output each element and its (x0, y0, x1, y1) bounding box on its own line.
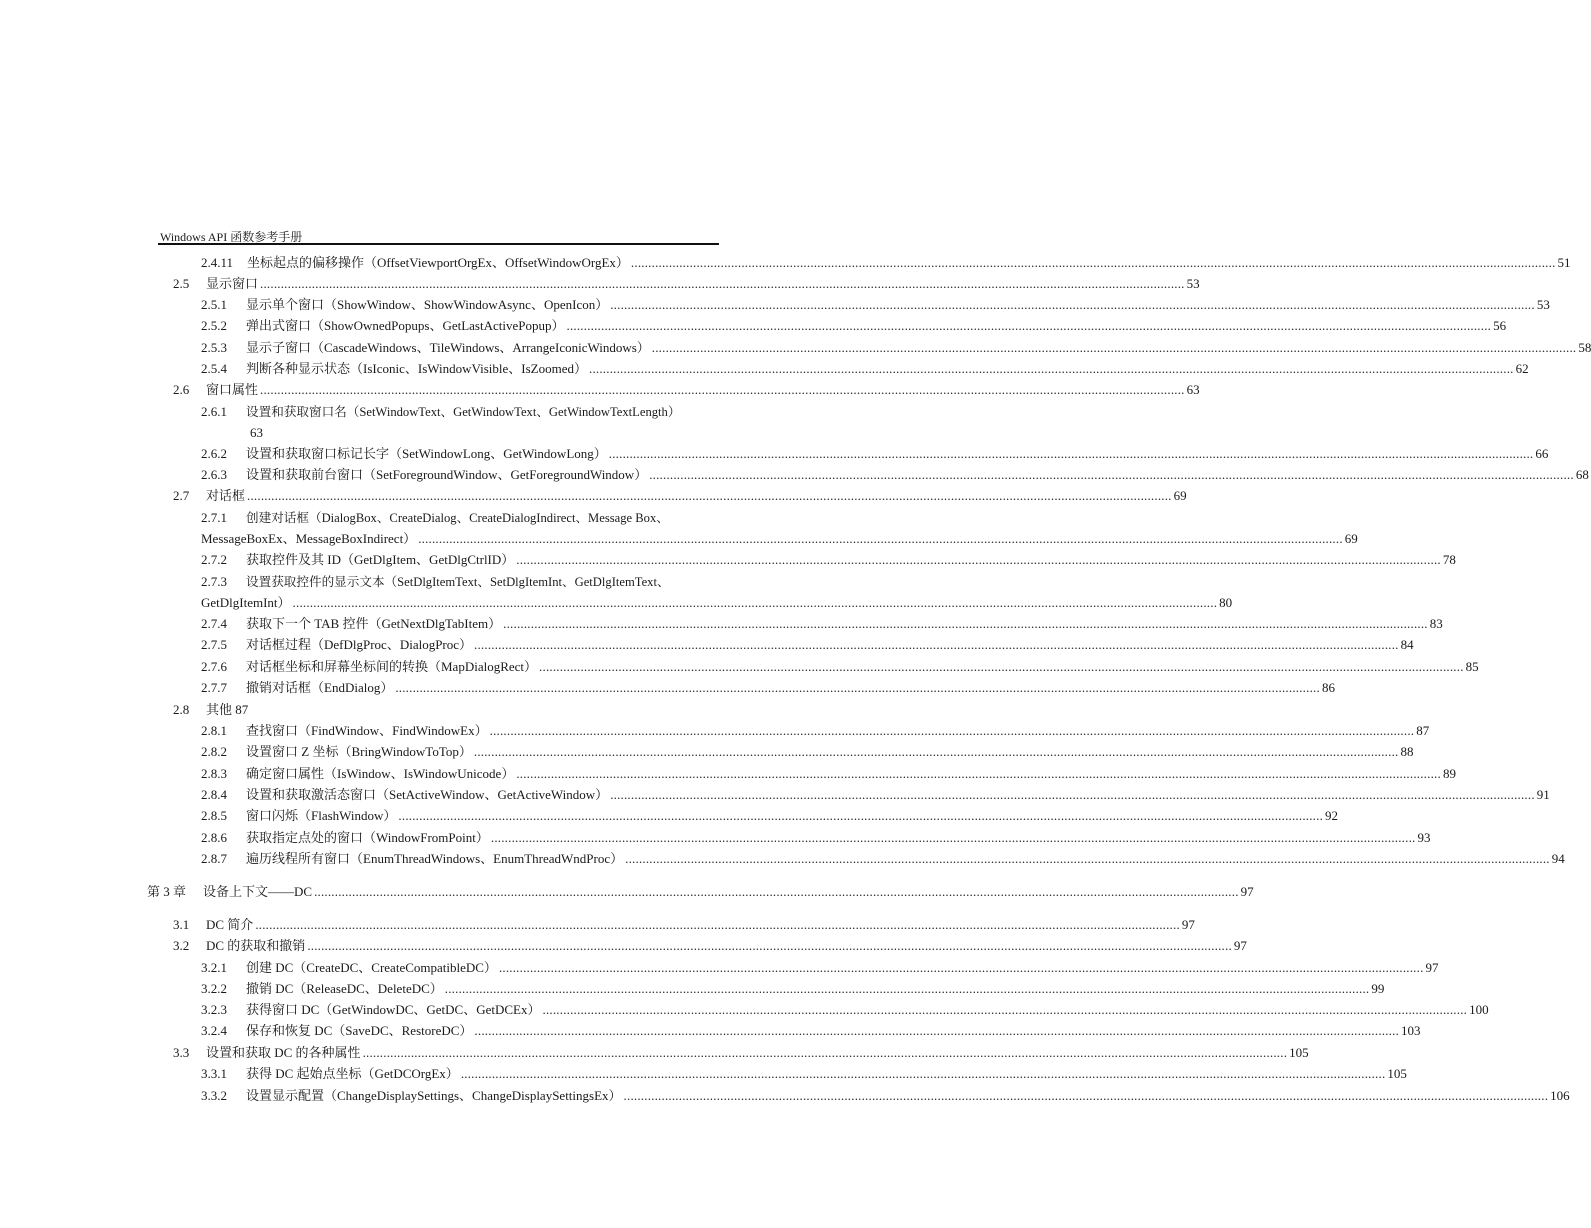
entry-number: 2.8.3 (201, 766, 227, 781)
toc-entry-3-3-1 (201, 1065, 1407, 1082)
entry-page: 97 (1181, 917, 1195, 932)
leader-dots (474, 743, 1399, 760)
entry-title: 对话框 (206, 488, 246, 503)
entry-number: 2.7.2 (201, 552, 227, 567)
entry-page: 53 (1536, 297, 1550, 312)
entry-number: 3.2.3 (201, 1002, 227, 1017)
leader-dots (395, 679, 1320, 696)
entry-number: 2.6.3 (201, 467, 227, 482)
leader-dots (260, 381, 1185, 398)
entry-number: 2.5 (173, 276, 190, 291)
entry-number: 2.7.5 (201, 637, 227, 652)
leader-dots (474, 636, 1399, 653)
leader-dots (490, 722, 1415, 739)
entry-page-continued: 63 (250, 425, 263, 440)
leader-dots (314, 883, 1239, 900)
entry-title: DC 的获取和撤销 (206, 938, 306, 953)
leader-dots (491, 829, 1416, 846)
leader-dots (516, 765, 1441, 782)
entry-page: 84 (1400, 637, 1414, 652)
entry-title: 获取下一个 TAB 控件（GetNextDlgTabItem） (246, 616, 502, 631)
entry-page: 94 (1551, 851, 1565, 866)
entry-page: 66 (1535, 446, 1549, 461)
toc-entry-2-8 (173, 701, 718, 718)
toc-entry-2-5-2 (201, 317, 1507, 334)
toc-entry-2-6-2 (201, 445, 1549, 462)
entry-page: 97 (1233, 938, 1247, 953)
toc-entry-2-7-2 (201, 551, 1456, 568)
leader-dots (539, 658, 1464, 675)
toc-entry-2-8-7 (201, 850, 1565, 867)
entry-page: 89 (1442, 766, 1456, 781)
entry-page: 99 (1371, 981, 1385, 996)
leader-dots (649, 466, 1574, 483)
entry-number: 2.7.1 (201, 510, 227, 525)
toc-entry-2-7-3-continued (201, 594, 1233, 611)
toc-entry-3-2-2 (201, 980, 1385, 997)
entry-title: 创建 DC（CreateDC、CreateCompatibleDC） (246, 960, 497, 975)
leader-dots (631, 254, 1556, 271)
entry-title: 创建对话框（DialogBox、CreateDialog、CreateDialogIndirect、Message Box、 (246, 511, 669, 525)
leader-dots (293, 594, 1218, 611)
entry-page: 103 (1401, 1023, 1421, 1038)
toc-entry-chapter-3 (147, 883, 1254, 900)
entry-title: 坐标起点的偏移操作（OffsetViewportOrgEx、OffsetWindowOrgEx） (247, 255, 629, 270)
entry-number: 2.4.11 (201, 255, 234, 270)
entry-title: 设置和获取激活态窗口（SetActiveWindow、GetActiveWindow） (246, 787, 609, 802)
leader-dots (418, 530, 1343, 547)
entry-page: 85 (1465, 659, 1479, 674)
entry-page: 88 (1400, 744, 1414, 759)
toc-entry-2-7-6 (201, 658, 1479, 675)
entry-page: 58 (1578, 340, 1591, 355)
toc-entry-2-7-3 (201, 573, 718, 591)
toc-entry-2-5-1 (201, 296, 1550, 313)
entry-title: 设置显示配置（ChangeDisplaySettings、ChangeDisplaySettingsEx） (246, 1088, 622, 1103)
entry-title: 窗口属性 (206, 382, 259, 397)
toc-entry-2-7-1 (201, 509, 718, 527)
entry-page: 68 (1575, 467, 1589, 482)
entry-number: 3.1 (173, 917, 190, 932)
entry-title: 遍历线程所有窗口（EnumThreadWindows、EnumThreadWndProc） (246, 851, 624, 866)
leader-dots (652, 339, 1577, 356)
toc-entry-2-4-11 (201, 254, 1571, 271)
entry-page: 56 (1493, 318, 1507, 333)
leader-dots (255, 916, 1180, 933)
entry-title: 获得 DC 起始点坐标（GetDCOrgEx） (246, 1066, 459, 1081)
entry-title: 获取控件及其 ID（GetDlgItem、GetDlgCtrlID） (246, 552, 515, 567)
entry-title: 设置和获取前台窗口（SetForegroundWindow、GetForegroundWindow） (246, 467, 648, 482)
entry-number: 2.7.6 (201, 659, 227, 674)
entry-title-continued: GetDlgItemInt） (201, 595, 291, 610)
entry-number: 2.8.6 (201, 830, 227, 845)
entry-number: 2.7.7 (201, 680, 227, 695)
entry-page: 86 (1321, 680, 1335, 695)
entry-title: 对话框过程（DefDlgProc、DialogProc） (246, 637, 473, 652)
toc-entry-2-7-7 (201, 679, 1335, 696)
entry-page: 93 (1417, 830, 1431, 845)
entry-number: 3.3 (173, 1045, 190, 1060)
toc-entry-2-7-1-continued (201, 530, 1358, 547)
entry-title: 设置和获取 DC 的各种属性 (206, 1045, 361, 1060)
toc-entry-2-8-6 (201, 829, 1431, 846)
entry-title: 撤销 DC（ReleaseDC、DeleteDC） (246, 981, 443, 996)
toc-entry-2-5-3 (201, 339, 1591, 356)
entry-number: 2.8.5 (201, 808, 227, 823)
entry-number: 2.7 (173, 488, 190, 503)
entry-title: 设备上下文——DC (203, 884, 313, 899)
leader-dots (567, 317, 1492, 334)
entry-number: 3.2.1 (201, 960, 227, 975)
entry-title: 判断各种显示状态（IsIconic、IsWindowVisible、IsZoomed） (246, 361, 587, 376)
leader-dots (307, 937, 1232, 954)
entry-number: 2.8.1 (201, 723, 227, 738)
entry-number: 2.7.3 (201, 574, 227, 589)
entry-page: 106 (1550, 1088, 1570, 1103)
entry-title: 获得窗口 DC（GetWindowDC、GetDC、GetDCEx） (246, 1002, 541, 1017)
toc-entry-2-6-3 (201, 466, 1589, 483)
entry-number: 3.3.2 (201, 1088, 227, 1103)
entry-title: 获取指定点处的窗口（WindowFromPoint） (246, 830, 489, 845)
entry-title: 设置和获取窗口标记长字（SetWindowLong、GetWindowLong） (246, 446, 607, 461)
entry-title: 查找窗口（FindWindow、FindWindowEx） (246, 723, 488, 738)
entry-number: 3.2 (173, 938, 190, 953)
entry-page: 53 (1186, 276, 1200, 291)
leader-dots (589, 360, 1514, 377)
running-header: Windows API 函数参考手册 (160, 230, 303, 244)
entry-title: 窗口闪烁（FlashWindow） (246, 808, 397, 823)
entry-number: 2.8.2 (201, 744, 227, 759)
entry-title: 确定窗口属性（IsWindow、IsWindowUnicode） (246, 766, 515, 781)
entry-title: 对话框坐标和屏幕坐标间的转换（MapDialogRect） (246, 659, 538, 674)
leader-dots (503, 615, 1428, 632)
entry-page: 97 (1425, 960, 1439, 975)
entry-title: 显示单个窗口（ShowWindow、ShowWindowAsync、OpenIcon） (246, 297, 609, 312)
entry-page: 92 (1325, 808, 1339, 823)
entry-number: 2.5.2 (201, 318, 227, 333)
entry-page: 62 (1515, 361, 1529, 376)
leader-dots (624, 1087, 1549, 1104)
entry-page: 97 (1240, 884, 1254, 899)
entry-page: 100 (1469, 1002, 1489, 1017)
leader-dots (543, 1001, 1468, 1018)
entry-page: 69 (1173, 488, 1187, 503)
toc-entry-3-2-4 (201, 1022, 1421, 1039)
entry-number: 2.6 (173, 382, 190, 397)
toc-entry-2-6-1 (201, 403, 718, 421)
entry-title: 显示窗口 (206, 276, 259, 291)
leader-dots (499, 959, 1424, 976)
toc-entry-2-8-4 (201, 786, 1550, 803)
leader-dots (363, 1044, 1288, 1061)
toc-entry-2-5 (173, 275, 1200, 292)
entry-number: 2.8.4 (201, 787, 227, 802)
leader-dots (625, 850, 1550, 867)
entry-page: 78 (1442, 552, 1456, 567)
entry-number: 2.8.7 (201, 851, 227, 866)
entry-title: 弹出式窗口（ShowOwnedPopups、GetLastActivePopup） (246, 318, 565, 333)
entry-page: 80 (1219, 595, 1233, 610)
entry-title: 其他 87 (206, 702, 249, 717)
toc-entry-3-2 (173, 937, 1247, 954)
leader-dots (516, 551, 1441, 568)
entry-page: 63 (1186, 382, 1200, 397)
toc-entry-2-8-3 (201, 765, 1456, 782)
entry-page: 87 (1416, 723, 1430, 738)
entry-page: 69 (1344, 531, 1358, 546)
toc-entry-2-6 (173, 381, 1200, 398)
toc-entry-2-7-5 (201, 636, 1414, 653)
entry-title-continued: MessageBoxEx、MessageBoxIndirect） (201, 531, 417, 546)
entry-number: 2.6.1 (201, 404, 227, 419)
entry-page: 51 (1557, 255, 1571, 270)
entry-number: 2.6.2 (201, 446, 227, 461)
toc-entry-2-8-2 (201, 743, 1414, 760)
entry-page: 105 (1289, 1045, 1309, 1060)
entry-number: 2.7.4 (201, 616, 227, 631)
entry-title: DC 简介 (206, 917, 254, 932)
toc-entry-3-1 (173, 916, 1195, 933)
toc-entry-3-2-3 (201, 1001, 1489, 1018)
toc-entry-3-3 (173, 1044, 1309, 1061)
leader-dots (260, 275, 1185, 292)
entry-title: 显示子窗口（CascadeWindows、TileWindows、ArrangeIconicWindows） (246, 340, 650, 355)
entry-number: 2.5.4 (201, 361, 227, 376)
toc-entry-2-7-4 (201, 615, 1443, 632)
entry-page: 105 (1387, 1066, 1407, 1081)
entry-page: 83 (1429, 616, 1443, 631)
entry-title: 设置窗口 Z 坐标（BringWindowToTop） (246, 744, 472, 759)
toc-entry-3-2-1 (201, 959, 1439, 976)
entry-number: 第 3 章 (147, 884, 187, 899)
toc-entry-2-5-4 (201, 360, 1529, 377)
toc-entry-3-3-2 (201, 1087, 1570, 1104)
leader-dots (610, 786, 1535, 803)
leader-dots (445, 980, 1370, 997)
toc-entry-2-8-1 (201, 722, 1430, 739)
entry-number: 2.5.1 (201, 297, 227, 312)
entry-title: 设置和获取窗口名（SetWindowText、GetWindowText、GetWindowTextLength） (246, 405, 681, 419)
leader-dots (609, 445, 1534, 462)
entry-title: 撤销对话框（EndDialog） (246, 680, 394, 695)
toc-entry-2-7 (173, 487, 1187, 504)
leader-dots (461, 1065, 1386, 1082)
leader-dots (610, 296, 1535, 313)
entry-number: 2.8 (173, 702, 190, 717)
entry-number: 3.3.1 (201, 1066, 227, 1081)
toc-entry-2-8-5 (201, 807, 1339, 824)
entry-title: 设置获取控件的显示文本（SetDlgItemText、SetDlgItemInt、GetDlgItemText、 (246, 575, 670, 589)
entry-page: 91 (1536, 787, 1550, 802)
leader-dots (474, 1022, 1399, 1039)
leader-dots (247, 487, 1172, 504)
leader-dots (398, 807, 1323, 824)
entry-title: 保存和恢复 DC（SaveDC、RestoreDC） (246, 1023, 473, 1038)
entry-number: 3.2.4 (201, 1023, 227, 1038)
entry-number: 3.2.2 (201, 981, 227, 996)
entry-number: 2.5.3 (201, 340, 227, 355)
